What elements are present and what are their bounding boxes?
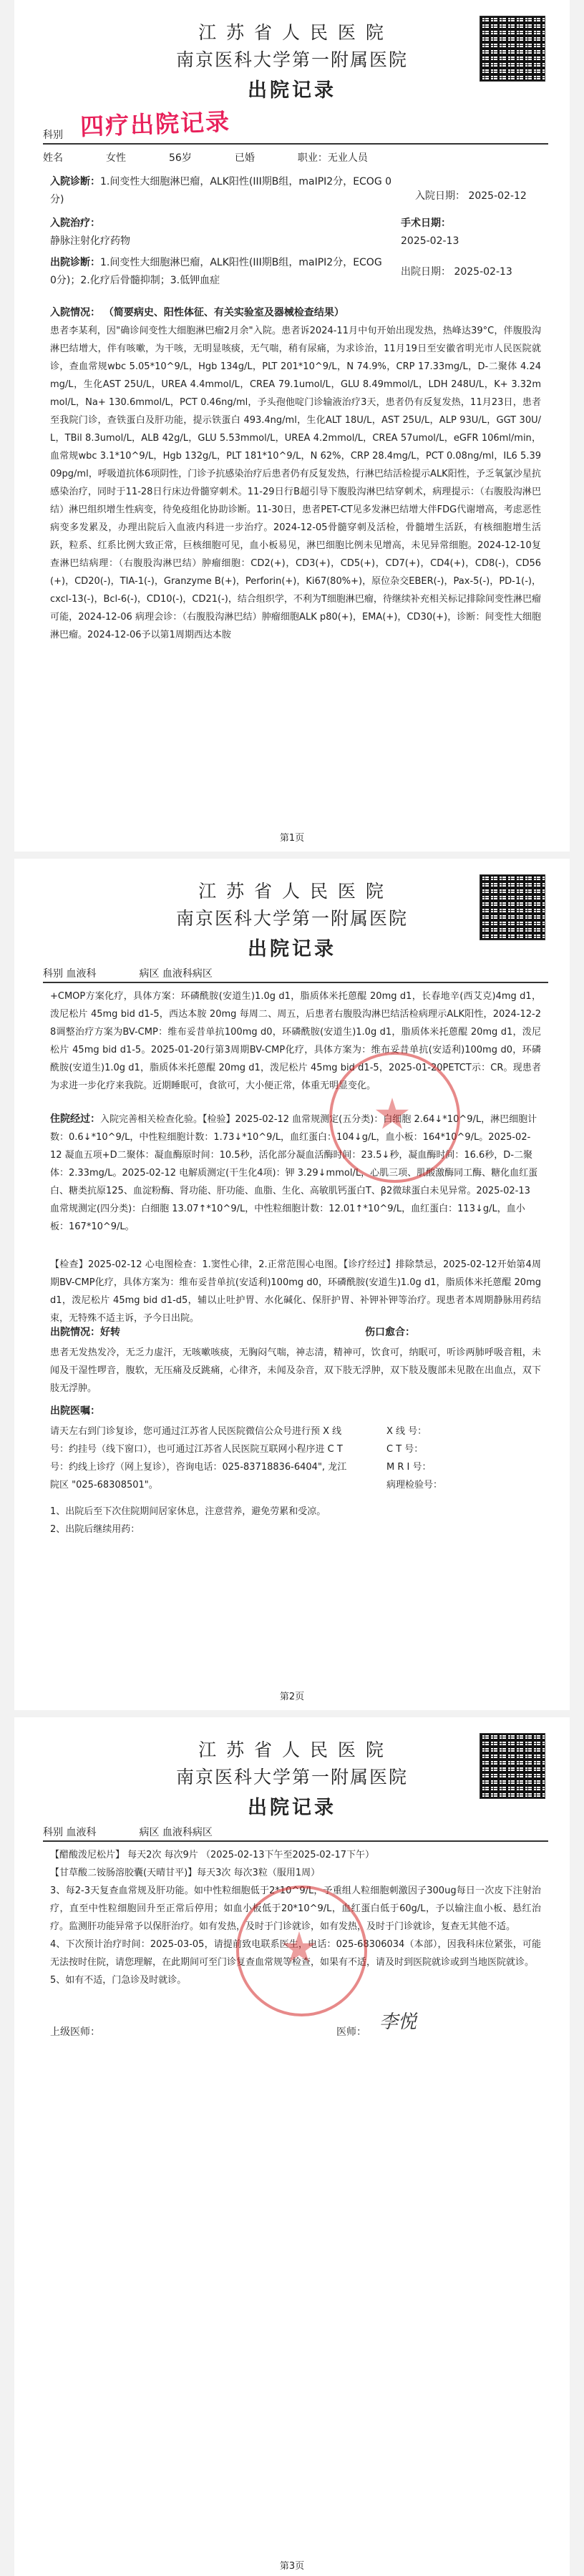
hospital-name-line1: 江 苏 省 人 民 医 院 <box>198 1740 386 1760</box>
patient-info-row <box>43 150 548 165</box>
hospital-name-line2: 南京医科大学第一附属医院 <box>175 1767 408 1787</box>
doctor-signature: 李悦 <box>379 2011 417 2033</box>
document-title: 出院记录 <box>248 79 336 102</box>
dept-label: 科别 <box>43 130 63 141</box>
dept-row <box>43 1825 548 1839</box>
followup-item: 3、每2-3天复查血常规及肝功能。如中性粒细胞低于2*10^9/L，予重组人粒细胞刺激因子300ug每日一次皮下注射治疗，直至中性粒细胞回升至正常后停用；如血小板低于20*10^9/L，血红蛋白低于60g/L，予以输注血小板、悬红治疗。监测肝功能异常予以保肝治疗。如有发热，及时于门诊就诊，如有发热，及时于门诊就诊，复查无其他不适。 <box>50 1885 541 1932</box>
ct-number: C T 号： <box>386 1444 424 1455</box>
course-section <box>50 1111 541 1236</box>
ward-value: 病区 血液科病区 <box>139 968 213 980</box>
instruction-item: 1、出院后至下次住院期间居家休息，注意营养，避免劳累和受凉。 <box>50 1506 326 1517</box>
doctor-label: 医师： <box>336 2026 366 2038</box>
sex-value: 女性 <box>106 152 126 164</box>
check-text: 【检查】2025-02-12 心电图检查：1.窦性心律，2.正常范围心电图。【诊疗经过】排除禁忌，2025-02-12开始第4周期BV-CMP化疗，具体方案为：维布妥昔单抗(安适利)100mg d0，环磷酰胺(安道生)1.0g d1，脂质体米托蒽醌 20mg d1，泼尼松片 45mg bid d1-d5，辅以止吐护胃、水化碱化、保肝护胃、补钾补钾等治疗。现患者本周期静脉用药结束，无特殊不适主诉，予今日出院。 <box>50 1259 541 1324</box>
admit-date: 入院日期： 2025-02-12 <box>415 190 527 202</box>
treat-date-label: 手术日期： <box>401 218 451 229</box>
hospital-seal-stamp <box>236 1885 367 2016</box>
course-label: 住院经过： <box>50 1113 100 1125</box>
document-page-2 <box>14 859 570 1710</box>
divider <box>43 982 548 983</box>
status-text: 患者无发热发冷，无乏力虚汗，无咳嗽咳痰，无胸闷气喘，神志清，精神可，饮食可，纳眠可，听诊两肺呼吸音粗，未闻及干湿性啰音，腹软，无压痛及反跳痛，心律齐，未闻及杂音，双下肢无浮肿，双下肢及腹部未见散在出血点，双下肢无浮肿。 <box>50 1347 541 1394</box>
hospital-name-line1: 江 苏 省 人 民 医 院 <box>198 22 386 43</box>
treat-date-section <box>401 215 548 250</box>
dept-row <box>43 127 548 142</box>
discharge-diagnosis <box>50 254 386 290</box>
age-value: 56岁 <box>169 152 192 164</box>
radiology-numbers <box>386 1423 548 1494</box>
red-overlay-title: 四疗出院记录 <box>79 107 231 141</box>
instruction-item: 2、出院后继续用药： <box>50 1524 140 1535</box>
page-header <box>14 0 570 102</box>
document-title: 出院记录 <box>248 1797 336 1819</box>
ward-value: 病区 血液科病区 <box>139 1827 213 1838</box>
hospital-seal-stamp <box>329 1052 460 1183</box>
admit-dx-text: 1.间变性大细胞淋巴瘤，ALK阳性(III期B组，maIPI2分，ECOG 0分) <box>50 176 392 205</box>
hospital-name-line2: 南京医科大学第一附属医院 <box>175 908 408 929</box>
discharge-date: 出院日期： 2025-02-13 <box>401 266 512 278</box>
page-number: 第2页 <box>279 1692 305 1702</box>
name-label: 姓名 <box>43 152 63 164</box>
followup-text: 请天左右到门诊复诊，您可通过江苏省人民医院微信公众号进行预 X 线 号：约挂号（线下窗口），也可通过江苏省人民医院互联网小程序进 C T 号：约线上诊疗（网上复诊），咨询电话：025-83718836-6404", 龙江院区 "025-68308501"。 <box>50 1426 347 1491</box>
treatment-label: 入院治疗： <box>50 218 100 229</box>
followup-label-text: 出院医嘱： <box>50 1405 100 1417</box>
xray-number: X 线 号： <box>386 1426 427 1437</box>
followup-label <box>50 1402 541 1420</box>
treatment-section <box>50 215 365 250</box>
case-label: 入院情况： （简要病史、阳性体征、有关实验室及器械检查结果） <box>50 307 344 318</box>
treatment-text: 静脉注射化疗药物 <box>50 235 130 247</box>
discharge-dx-text: 1.间变性大细胞淋巴瘤，ALK阳性(III期B组，maIPI2分，ECOG 0分)；2.化疗后骨髓抑制；3.低钾血症 <box>50 257 382 286</box>
qr-code-icon <box>480 16 545 82</box>
marital-value: 已婚 <box>234 152 255 164</box>
lab-text: 入院完善相关检查化验。【检验】2025-02-12 血常规测定(五分类)：白细胞 2.64↓*10^9/L，淋巴细胞计数：0.6↓*10^9/L，中性粒细胞计数：1.73↓*10^9/L，血红蛋白：104↓g/L，血小板：164*10^9/L。2025-02-12 凝血五项+D二聚体：凝血酶原时间：10.5秒，活化部分凝血活酶时间：23.5↓秒，凝血酶时间：16.6秒，D-二聚体：2.33mg/L。2025-02-12 电解质测定(干生化4项)：钾 3.29↓mmol/L，心肌三项、肌酸激酶同工酶、糖化血红蛋白、糖类抗原125、血淀粉酶、肾功能、肝功能、血脂、生化、高敏肌钙蛋白T、β2微球蛋白未见异常。2025-02-13 血常规测定(四分类)：白细胞 13.07↑*10^9/L，中性粒细胞计数：12.01↑*10^9/L，血红蛋白：113↓g/L，血小板：167*10^9/L。 <box>50 1114 538 1232</box>
status-label: 出院情况：好转 <box>50 1327 120 1338</box>
dept-row <box>43 966 548 980</box>
followup-item: 5、如有不适，门急诊及时就诊。 <box>50 1975 187 1986</box>
discharge-dx-label: 出院诊断： <box>50 257 100 268</box>
page-number: 第3页 <box>279 2561 305 2572</box>
discharge-instructions <box>50 1503 541 1538</box>
superior-doctor-label: 上级医师： <box>50 2026 100 2038</box>
page-number: 第1页 <box>279 833 305 844</box>
next-treatment-item: 4、下次预计治疗时间：2025-03-05，请提前致电联系医生，电话：025-68306034（本部），因我科床位紧张，可能无法按时住院，请您理解，在此期间可至门诊复查血常规等检查，如果有不适，请及时到医院就诊或到当地医院就诊。 <box>50 1939 541 1968</box>
qr-code-icon <box>480 874 545 940</box>
signature-row <box>50 2024 541 2041</box>
dept-value: 科别 血液科 <box>43 968 97 980</box>
admission-case <box>50 304 541 644</box>
hospital-name-line2: 南京医科大学第一附属医院 <box>175 49 408 70</box>
history-continued: +CMOP方案化疗，具体方案：环磷酰胺(安道生)1.0g d1，脂质体米托蒽醌 20mg d1，长春地辛(西艾克)4mg d1，泼尼松片 45mg bid d1-5，西达本胺 20mg 每周二、周五，后患者右腹股沟淋巴结活检病理示ALK阳性，2024-12-28调整治疗方案为BV-CMP：维布妥昔单抗100mg d0，环磷酰胺(安道生)1.0g d1，脂质体米托蒽醌 20mg d1，泼尼松片 45mg bid d1-5。2025-01-20行第3周期BV-CMP化疗，具体方案为：维布妥昔单抗(安适利)100mg d0，环磷酰胺(安道生)1.0g d1，脂质体米托蒽醌 20mg d1，泼尼松片 45mg bid d1-5，2025-01-20PETCT示：CR。现患者为求进一步化疗来我院。近期睡眠可，食欲可，大小便正常，体重无明显变化。 <box>50 991 541 1091</box>
treat-date-value: 2025-02-13 <box>401 235 459 247</box>
document-title: 出院记录 <box>248 938 336 960</box>
divider <box>43 143 548 145</box>
pathology-number: 病理检验号： <box>386 1480 443 1491</box>
page-header <box>14 859 570 960</box>
hospital-name-line1: 江 苏 省 人 民 医 院 <box>198 881 386 902</box>
discharge-status-row <box>50 1324 541 1342</box>
page-header <box>14 1717 570 1819</box>
wound-label: 伤口愈合： <box>365 1327 415 1338</box>
mri-number: M R I 号： <box>386 1462 432 1473</box>
document-page-1 <box>14 0 570 852</box>
admit-dx-label: 入院诊断： <box>50 176 100 187</box>
medication-item: 【醋酸泼尼松片】 每天2次 每次9片 （2025-02-13下午至2025-02-17下午） <box>50 1850 375 1860</box>
dept-value: 科别 血液科 <box>43 1827 97 1838</box>
job-value: 职业：无业人员 <box>297 152 368 164</box>
case-text: 患者李某利，因"确诊间变性大细胞淋巴瘤2月余"入院。患者诉2024-11月中旬开始出现发热，热峰达39°C，伴腹股沟淋巴结增大，伴有咳嗽，为干咳，无明显咳痰，无气喘，稍有尿痛，为求诊治，11月19日至安徽省明光市人民医院就诊，查血常规wbc 5.05*10^9/L，Hgb 134g/L，PLT 201*10^9/L，N 74.9%，CRP 17.33mg/L，D-二聚体 4.24mg/L，生化AST 25U/L，UREA 4.4mmol/L，CREA 79.1umol/L，GLU 8.49mmol/L，LDH 248U/L，K+ 3.32mmol/L，Na+ 130.6mmol/L，PCT 0.46ng/ml，予头孢他啶门诊输液治疗3天，患者仍有反复发热，11月23日，患者至我院门诊，查铁蛋白及肝功能，提示铁蛋白 493.4ng/ml，生化ALT 18U/L，AST 25U/L，ALP 93U/L，GGT 30U/L，TBil 8.3umol/L，ALB 42g/L，GLU 5.53mmol/L，UREA 4.2mmol/L，CREA 57umol/L，eGFR 106ml/min，血常规wbc 3.1*10^9/L，Hgb 132g/L，PLT 181*10^9/L，N 62%，CRP 28.4mg/L，PCT 0.08ng/ml，IL6 5.3909pg/ml，呼吸道抗体6项阴性，门诊予抗感染治疗后患者仍有反复发热，行淋巴结活检提示ALK阳性，予乏氧氯沙星抗感染治疗，同时于11-28日行床边骨髓穿刺术。11-29日行B超引导下腹股沟淋巴结穿刺术，病理提示：（右腹股沟淋巴结）淋巴组织增生性病变，待免疫组化协助诊断。11-30日，患者PET-CT见多发淋巴结增大伴FDG代谢增高，考虑恶性病变多发累及，办理出院后入血液内科进一步治疗。2024-12-05骨髓穿刺及活检，骨髓增生活跃，有核细胞增生活跃，粒系、红系比例大致正常，巨核细胞可见，血小板易见，淋巴细胞比例未见增高，未见异常细胞。2024-12-10复查淋巴结病理：（右腹股沟淋巴结）肿瘤细胞：CD2(+)，CD3(+)，CD5(+)，CD7(+)，CD4(+)，CD8(-)，CD56(+)，CD20(-)，TIA-1(-)，Granzyme B(+)，Perforin(+)，Ki67(80%+)，原位杂交EBER(-)，Pax-5(-)，PD-1(-)，cxcl-13(-)，Bcl-6(-)，CD10(-)，CD21(-)，结合组织学，不利为T细胞淋巴瘤，待继续补充相关标记排除间变性淋巴瘤可能，2024-12-06 病理会诊：（右腹股沟淋巴结）肿瘤细胞ALK p80(+)，EMA(+)，CD30(+)，诊断：间变性大细胞淋巴瘤。2024-12-06予以第1周期西达本胺 <box>50 326 541 640</box>
document-page-3 <box>14 1717 570 2576</box>
qr-code-icon <box>480 1733 545 1799</box>
medication-item: 【甘草酸二铵肠溶胶囊(天晴甘平)】每天3次 每次3粒（服用1周） <box>50 1868 321 1878</box>
admit-diagnosis <box>50 173 394 209</box>
divider <box>43 1840 548 1842</box>
